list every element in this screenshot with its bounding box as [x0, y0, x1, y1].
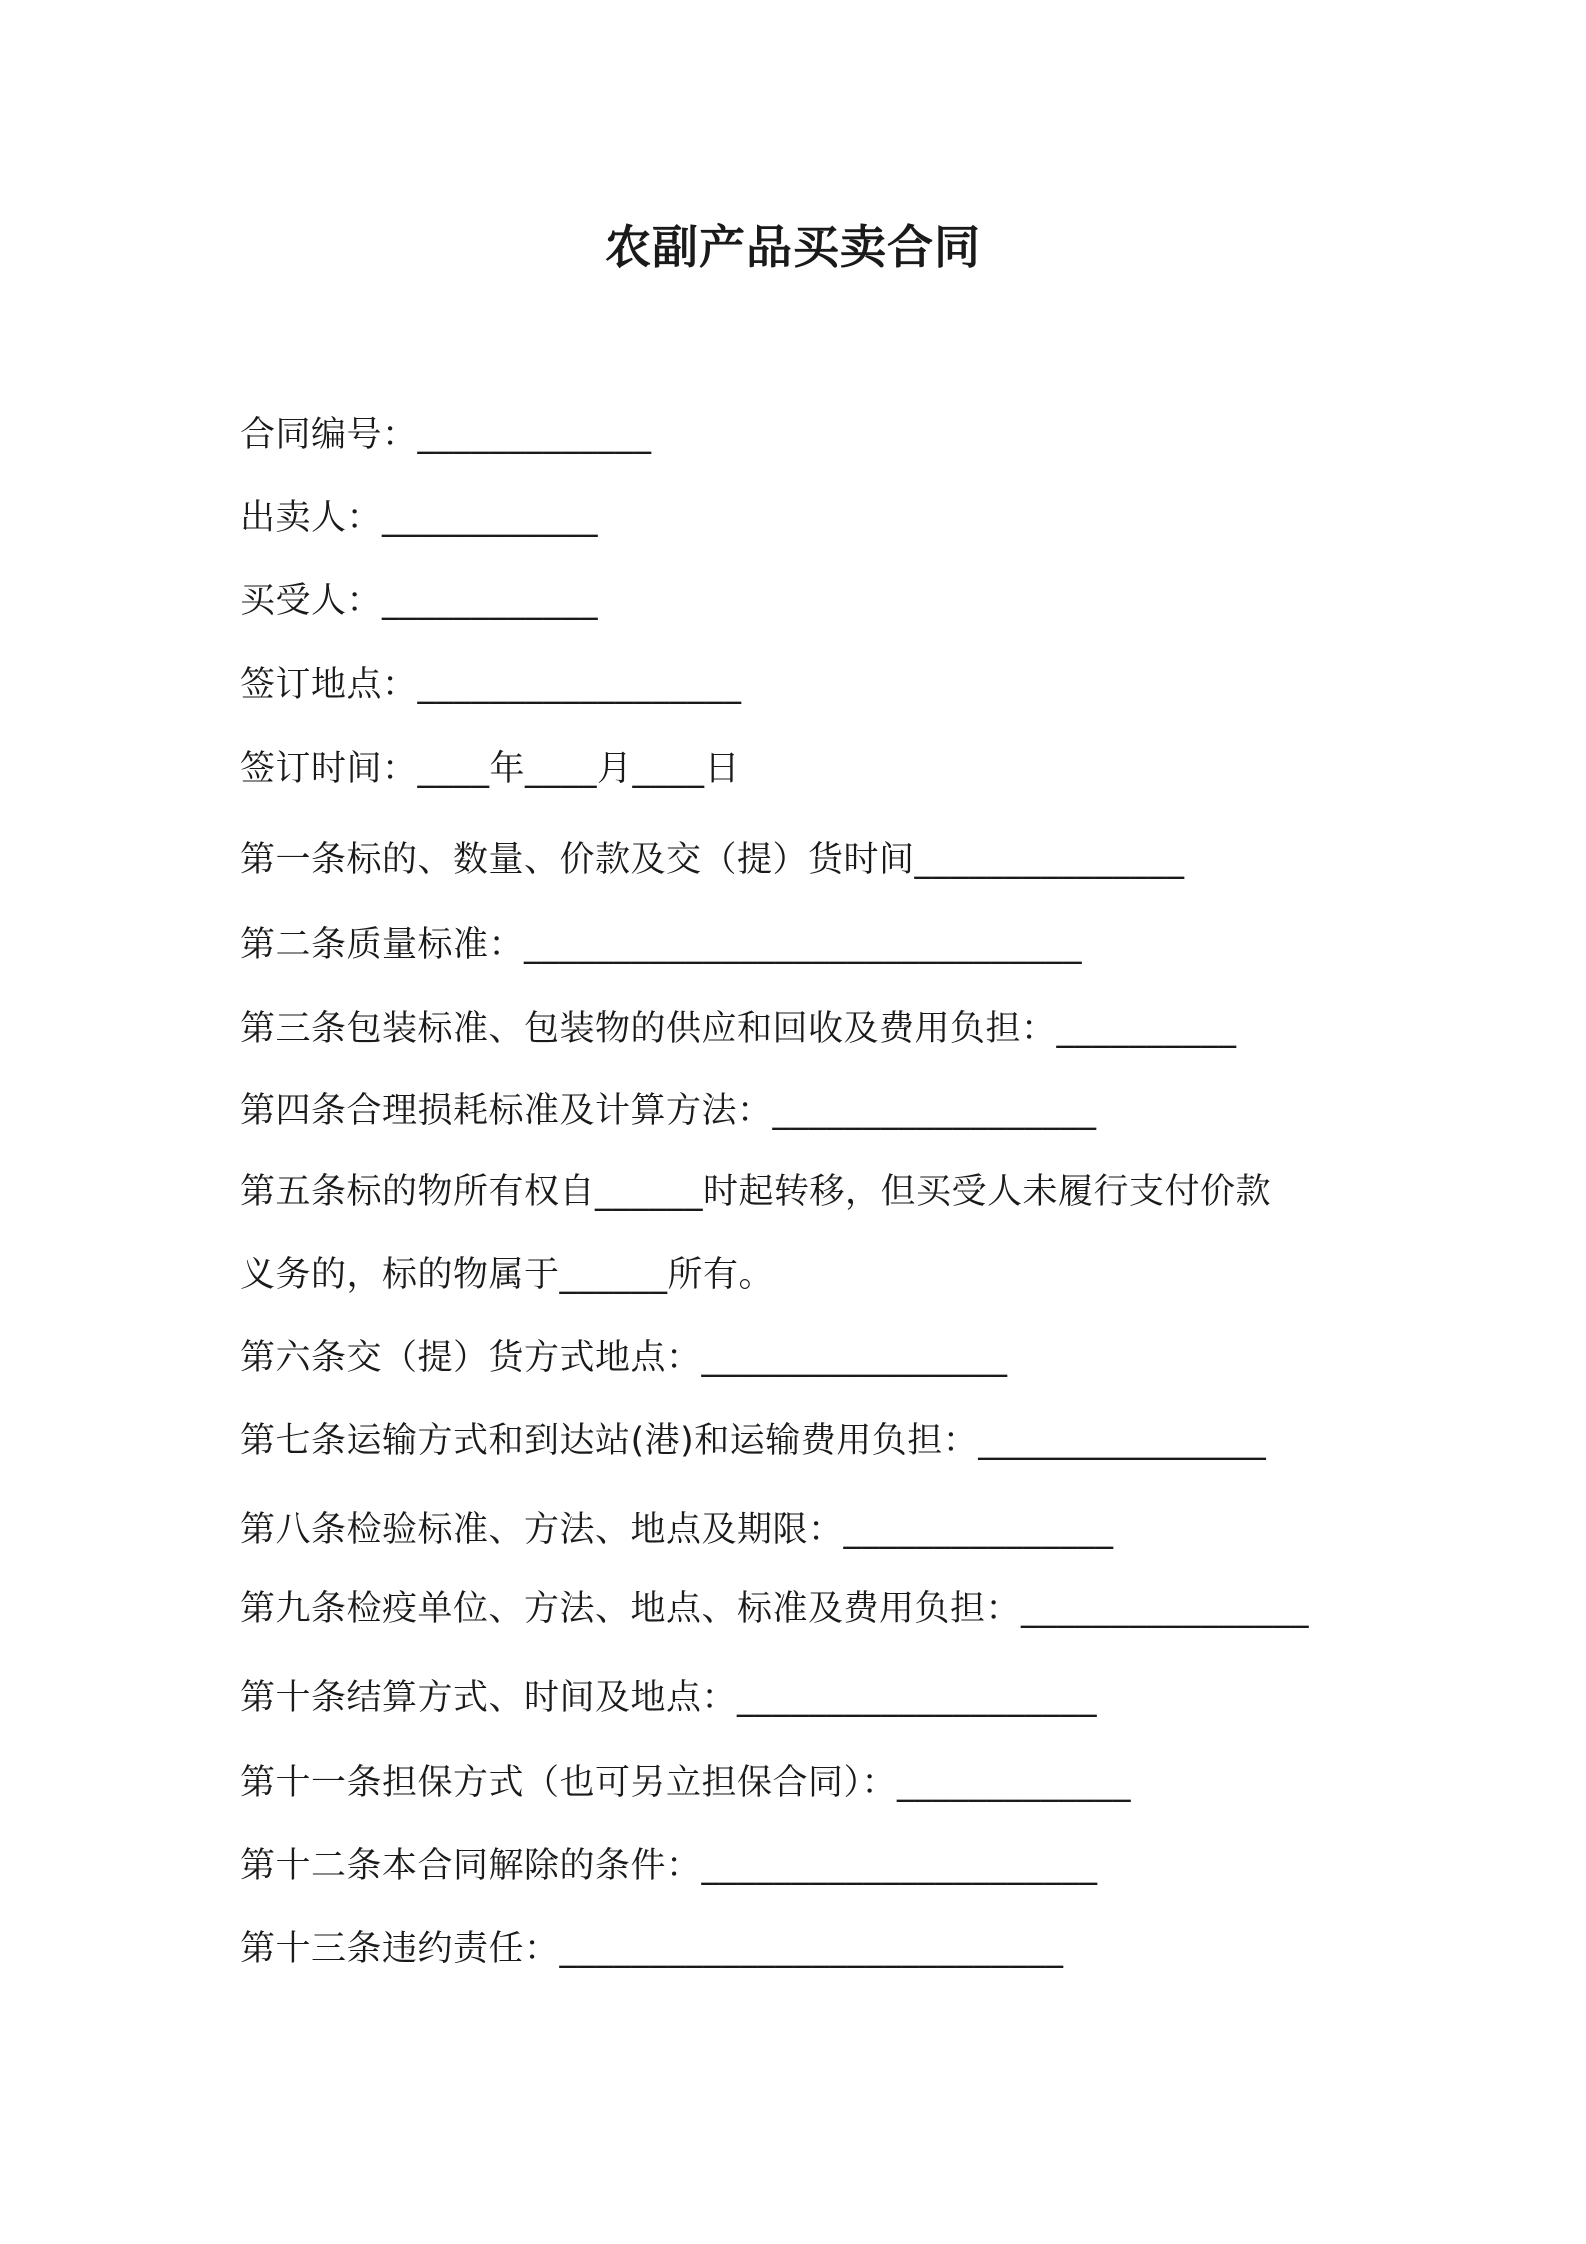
clause-9: 第九条检疫单位、方法、地点、标准及费用负担：________________	[240, 1589, 1310, 1629]
clause-10: 第十条结算方式、时间及地点：____________________	[240, 1678, 1098, 1718]
clause-6: 第六条交（提）货方式地点：_________________	[240, 1338, 1008, 1378]
signing-place-field: 签订地点：__________________	[240, 665, 742, 705]
clause-3: 第三条包装标准、包装物的供应和回收及费用负担：__________	[240, 1009, 1237, 1049]
clause-5-line-1: 第五条标的物所有权自______时起转移，但买受人未履行支付价款	[240, 1172, 1272, 1212]
clause-13: 第十三条违约责任：____________________________	[240, 1929, 1064, 1969]
clause-1: 第一条标的、数量、价款及交（提）货时间_______________	[240, 840, 1185, 880]
clause-4: 第四条合理损耗标准及计算方法：__________________	[240, 1091, 1097, 1131]
clause-7: 第七条运输方式和到达站(港)和运输费用负担：________________	[240, 1421, 1267, 1461]
seller-field: 出卖人：____________	[240, 498, 599, 538]
buyer-field: 买受人：____________	[240, 581, 599, 621]
contract-number-field: 合同编号：_____________	[240, 415, 652, 455]
clause-11: 第十一条担保方式（也可另立担保合同）：_____________	[240, 1763, 1132, 1803]
clause-5-line-2: 义务的，标的物属于______所有。	[240, 1255, 775, 1295]
clause-8: 第八条检验标准、方法、地点及期限：_______________	[240, 1510, 1114, 1550]
signing-date-field: 签订时间：____年____月____日	[240, 749, 741, 789]
clause-12: 第十二条本合同解除的条件：______________________	[240, 1846, 1098, 1886]
document-title: 农副产品买卖合同	[605, 220, 981, 274]
clause-2: 第二条质量标准：_______________________________	[240, 925, 1083, 965]
